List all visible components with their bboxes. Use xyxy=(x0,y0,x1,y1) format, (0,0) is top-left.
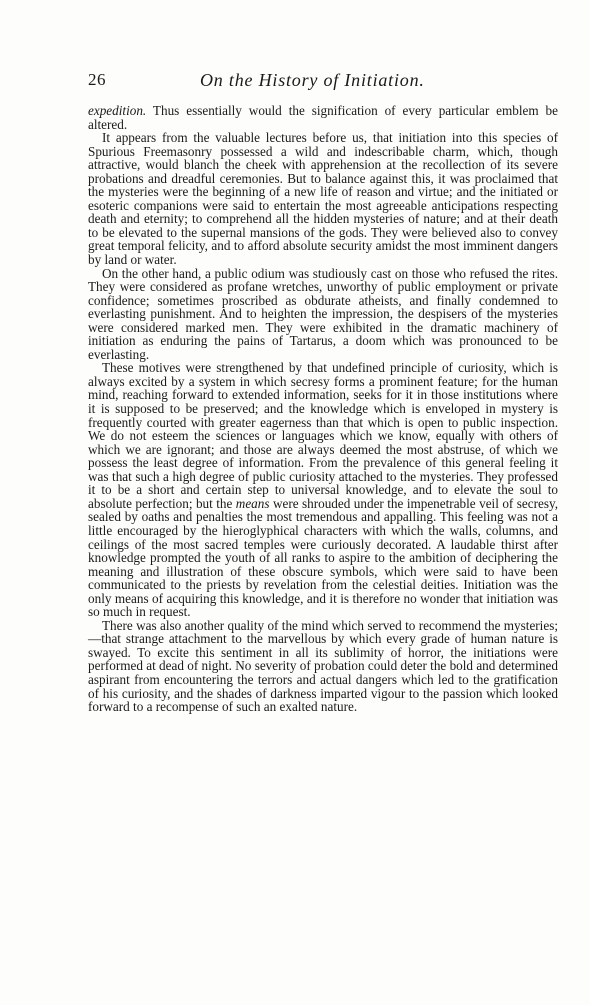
paragraph-continuation xyxy=(88,104,558,131)
paragraph xyxy=(88,131,558,266)
running-title: On the History of Initiation. xyxy=(200,70,425,90)
running-head xyxy=(88,70,558,96)
paragraph xyxy=(88,267,558,362)
paragraph-text: were shrouded under the impenetrable veil of secresy, sealed by oaths and penalties the most tremendous and appalling. This feeling was not a little encouraged by the hieroglyphical characters with which the walls, columns, and ceilings of the most sacred temples were curiously decorated. A laudable thirst after knowledge prompted the youth of all ranks to aspire to the ambition of deciphering the meaning and illustration of these obscure symbols, which were said to have been communicated to the priests by revelation from the celestial deities. Initiation was the only means of acquiring this knowledge, and it is therefore no wonder that initiation was so much in request. xyxy=(88,495,558,620)
paragraph xyxy=(88,619,558,714)
body-text xyxy=(88,104,558,714)
paragraph-text: It appears from the valuable lectures before us, that initiation into this species of Spurious Freemasonry possessed a wild and indescribable charm, which, though attractive, would blanch the cheek with apprehension at the recollection of its severe probations and dreadful ceremonies. But to balance against this, it was proclaimed that the mysteries were the beginning of a new life of reason and virtue; and the initiated or esoteric companions were said to entertain the most agreeable anticipations respecting death and eternity; to comprehend all the hidden mysteries of nature; and at their death to be elevated to the supernal mansions of the gods. They were believed also to convey great temporal felicity, and to afford absolute security amidst the most imminent dangers by land or water. xyxy=(88,130,558,268)
paragraph xyxy=(88,361,558,618)
italic-word: means xyxy=(235,495,270,511)
paragraph-text: There was also another quality of the mind which served to recommend the mysteries;—that strange attachment to the marvellous by which every grade of human nature is swayed. To excite this sentiment in all its sublimity of horror, the initiations were performed at dead of night. No severity of probation could deter the bold and determined aspirant from encountering the terrors and actual dangers which led to the gratification of his curiosity, and the shades of darkness imparted vigour to the passion which looked forward to a recompense of such an exalted nature. xyxy=(88,617,558,715)
paragraph-text: On the other hand, a public odium was studiously cast on those who refused the rites. They were considered as profane wretches, unworthy of public employment or private confidence; sometimes proscribed as obdurate atheists, and finally condemned to everlasting punishment. And to heighten the impression, the despisers of the mysteries were considered marked men. They were exhibited in the dramatic machinery of initiation as enduring the pains of Tartarus, a doom which was pronounced to be everlasting. xyxy=(88,265,558,362)
paragraph-text: Thus essentially would the signification of every particular emblem be altered. xyxy=(88,103,558,132)
page-number: 26 xyxy=(88,70,106,89)
italic-word: expedition. xyxy=(88,103,147,118)
paragraph-text: These motives were strengthened by that undefined principle of curiosity, which is always excited by a system in which secresy forms a prominent feature; for the human mind, reaching forward to extended information, seeks for it in those institutions where it is supposed to be preserved; and the knowledge which is enveloped in mystery is frequently courted with greater eagerness than that which is open to public inspection. We do not esteem the sciences or languages which we know, equally with others of which we are ignorant; and those are always deemed the most abstruse, of which we possess the least degree of information. From the prevalence of this general feeling it was that such a high degree of public curiosity attached to the mysteries. They professed it to be a short and certain step to universal knowledge, and to elevate the soul to absolute perfection; but the xyxy=(88,360,558,511)
